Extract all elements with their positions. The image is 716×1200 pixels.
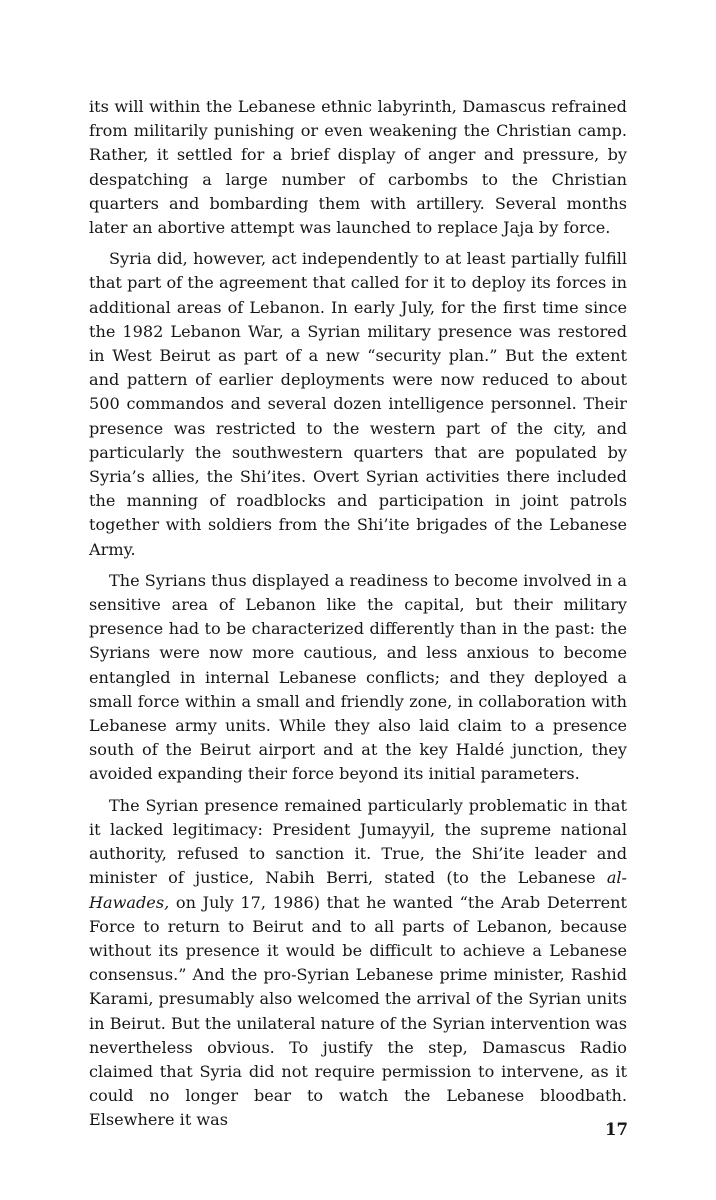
newspaper-name: al-Hawades,	[89, 868, 627, 912]
body-text	[89, 95, 627, 1140]
paragraph-4-text-before: The Syrian presence remained particularly problematic in that it lacked legitimacy: President Jumayyil, the supreme national authority, refused to sanction it. True, the Shi’ite leader and minister of justice, Nabih Berri, stated (to the Lebanese	[89, 795, 627, 888]
paragraph-1: its will within the Lebanese ethnic labyrinth, Damascus refrained from militarily punishing or even weakening the Christian camp. Rather, it settled for a brief display of anger and pressure, by despatching a large number of carbombs to the Christian quarters and bombarding them with artillery. Several months later an abortive attempt was launched to replace Jaja by force.	[89, 97, 627, 238]
paragraph-2: Syria did, however, act independently to at least partially fulfill that part of the agreement that called for it to deploy its forces in additional areas of Lebanon. In early July, for the first time since the 1982 Lebanon War, a Syrian military presence was restored in West Beirut as part of a new “security plan.” But the extent and pattern of earlier deployments were now reduced to about 500 commandos and several dozen intelligence personnel. Their presence was restricted to the western part of the city, and particularly the southwestern quarters that are populated by Syria’s allies, the Shi’ites. Overt Syrian activities there included the manning of roadblocks and participation in joint patrols together with soldiers from the Shi’ite brigades of the Lebanese Army.	[89, 249, 627, 559]
paragraph-4	[89, 794, 627, 1133]
page-number: 17	[605, 1120, 628, 1139]
paragraph-4-text-after: on July 17, 1986) that he wanted “the Arab Deterrent Force to return to Beirut and to all parts of Lebanon, because without its presence it would be difficult to achieve a Lebanese consensus.” And the pro-Syrian Lebanese prime minister, Rashid Karami, presumably also welcomed the arrival of the Syrian units in Beirut. But the unilateral nature of the Syrian intervention was nevertheless obvious. To justify the step, Damascus Radio claimed that Syria did not require permission to intervene, as it could no longer bear to watch the Lebanese bloodbath. Elsewhere it was	[89, 892, 627, 1130]
paragraph-3: The Syrians thus displayed a readiness to become involved in a sensitive area of Lebanon like the capital, but their military presence had to be characterized differently than in the past: the Syrians were now more cautious, and less anxious to become entangled in internal Lebanese conflicts; and they deployed a small force within a small and friendly zone, in collaboration with Lebanese army units. While they also laid claim to a presence south of the Beirut airport and at the key Haldé junction, they avoided expanding their force beyond its initial parameters.	[89, 570, 627, 784]
